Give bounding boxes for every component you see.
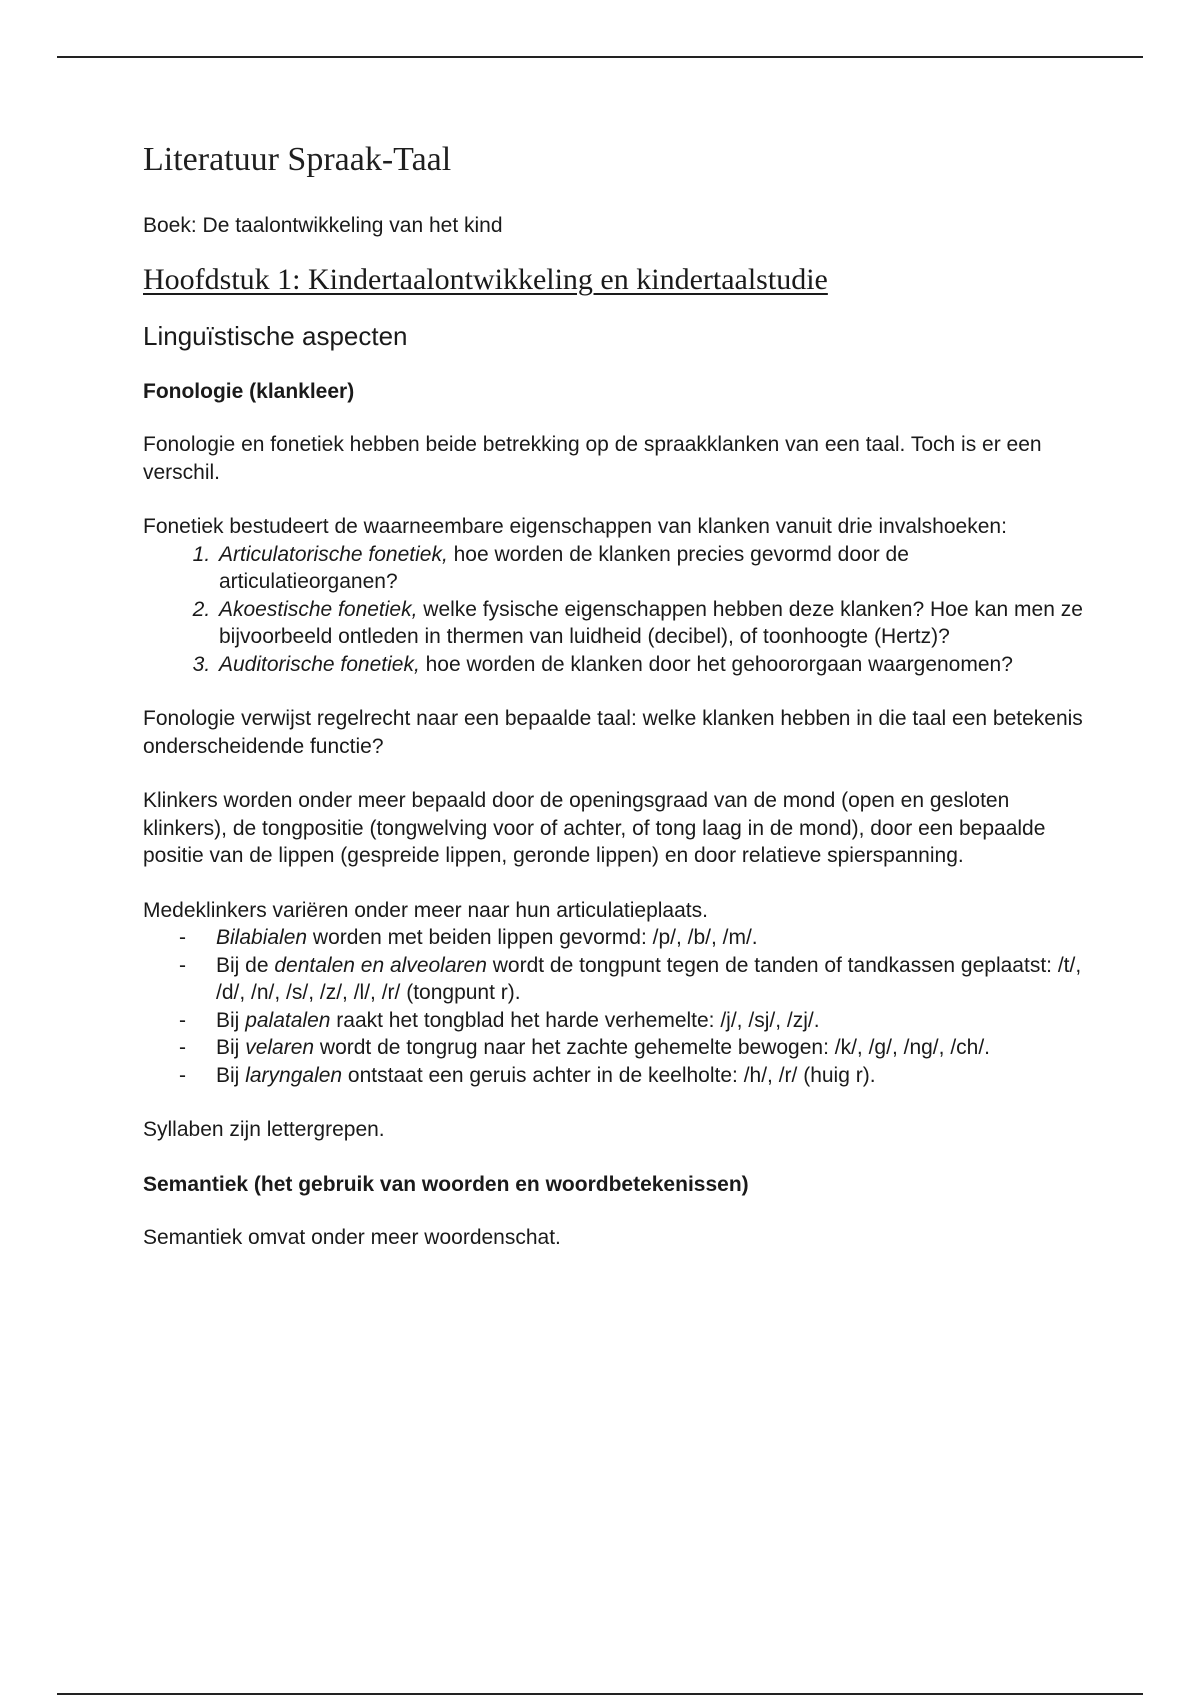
list-item-term: Akoestische fonetiek, bbox=[219, 597, 418, 621]
fonologie-definition-paragraph: Fonologie verwijst regelrecht naar een bepaalde taal: welke klanken hebben in die taal een betekenis onderscheidende functie? bbox=[143, 707, 1083, 758]
list-item bbox=[216, 651, 1083, 679]
section-heading: Linguïstische aspecten bbox=[143, 320, 408, 351]
chapter-heading: Hoofdstuk 1: Kindertaalontwikkeling en kindertaalstudie bbox=[143, 262, 828, 296]
list-item-term: Articulatorische fonetiek, bbox=[219, 542, 448, 566]
list-item-prefix: Bij bbox=[216, 1036, 246, 1059]
fonologie-heading: Fonologie (klankleer) bbox=[143, 379, 355, 403]
list-item-text: welke fysische eigenschappen hebben deze klanken? Hoe kan men ze bijvoorbeeld ontleden in thermen van luidheid (decibel), of toonhoogte (Hertz)? bbox=[219, 597, 1083, 648]
medeklinkers-intro-paragraph: Medeklinkers variëren onder meer naar hun articulatieplaats. bbox=[143, 898, 708, 922]
klinkers-paragraph: Klinkers worden onder meer bepaald door de openingsgraad van de mond (open en gesloten klinkers), de tongpositie (tongwelving voor of achter, of tong laag in de mond), door een bepaalde positie van de lippen (gespreide lippen, geronde lippen) en door relatieve spierspanning. bbox=[143, 789, 1046, 867]
semantiek-paragraph: Semantiek omvat onder meer woordenschat. bbox=[143, 1226, 561, 1249]
list-item-term: Bilabialen bbox=[216, 926, 308, 949]
list-item bbox=[216, 952, 1083, 1007]
list-item-text: wordt de tongpunt tegen de tanden of tandkassen geplaatst: /t/, /d/, /n/, /s/, /z/, /l/, /r/ (tongpunt r). bbox=[216, 953, 1082, 1004]
list-item-term: velaren bbox=[245, 1036, 315, 1059]
list-item-term: laryngalen bbox=[245, 1063, 343, 1087]
list-item-prefix: Bij bbox=[216, 1008, 246, 1032]
list-item bbox=[216, 1034, 1083, 1062]
book-line: Boek: De taalontwikkeling van het kind bbox=[143, 214, 503, 237]
medeklinkers-list bbox=[143, 924, 1083, 1089]
list-item bbox=[216, 1062, 1083, 1090]
list-item-prefix: Bij de bbox=[216, 953, 275, 977]
list-item-term: dentalen en alveolaren bbox=[274, 953, 487, 977]
syllaben-paragraph: Syllaben zijn lettergrepen. bbox=[143, 1118, 385, 1141]
list-item-text: ontstaat een geruis achter in de keelholte: /h/, /r/ (huig r). bbox=[342, 1063, 876, 1087]
list-item-term: palatalen bbox=[245, 1008, 331, 1032]
list-item-term: Auditorische fonetiek, bbox=[219, 652, 420, 676]
list-item-text: wordt de tongrug naar het zachte gehemelte bewogen: /k/, /g/, /ng/, /ch/. bbox=[314, 1036, 990, 1059]
header-rule bbox=[57, 56, 1143, 58]
list-item bbox=[216, 596, 1083, 651]
list-item-text: worden met beiden lippen gevormd: /p/, /b/, /m/. bbox=[307, 926, 758, 949]
list-item bbox=[216, 924, 1083, 952]
fonetiek-intro-paragraph: Fonetiek bestudeert de waarneembare eigenschappen van klanken vanuit drie invalshoeken: bbox=[143, 515, 1007, 538]
document-title: Literatuur Spraak-Taal bbox=[143, 141, 452, 178]
list-item-text: hoe worden de klanken precies gevormd door de articulatieorganen? bbox=[219, 542, 909, 593]
list-item-prefix: Bij bbox=[216, 1063, 246, 1087]
list-item-text: raakt het tongblad het harde verhemelte: /j/, /sj/, /zj/. bbox=[330, 1008, 820, 1032]
invalshoeken-list bbox=[143, 541, 1083, 679]
list-item-text: hoe worden de klanken door het gehoororgaan waargenomen? bbox=[419, 652, 1013, 676]
list-item bbox=[216, 541, 1083, 596]
document-body bbox=[143, 140, 1083, 1279]
list-item bbox=[216, 1007, 1083, 1035]
semantiek-heading: Semantiek (het gebruik van woorden en woordbetekenissen) bbox=[143, 1172, 749, 1196]
footer-rule bbox=[57, 1693, 1143, 1695]
fonologie-intro-paragraph: Fonologie en fonetiek hebben beide betrekking op de spraakklanken van een taal. Toch is er een verschil. bbox=[143, 433, 1042, 484]
